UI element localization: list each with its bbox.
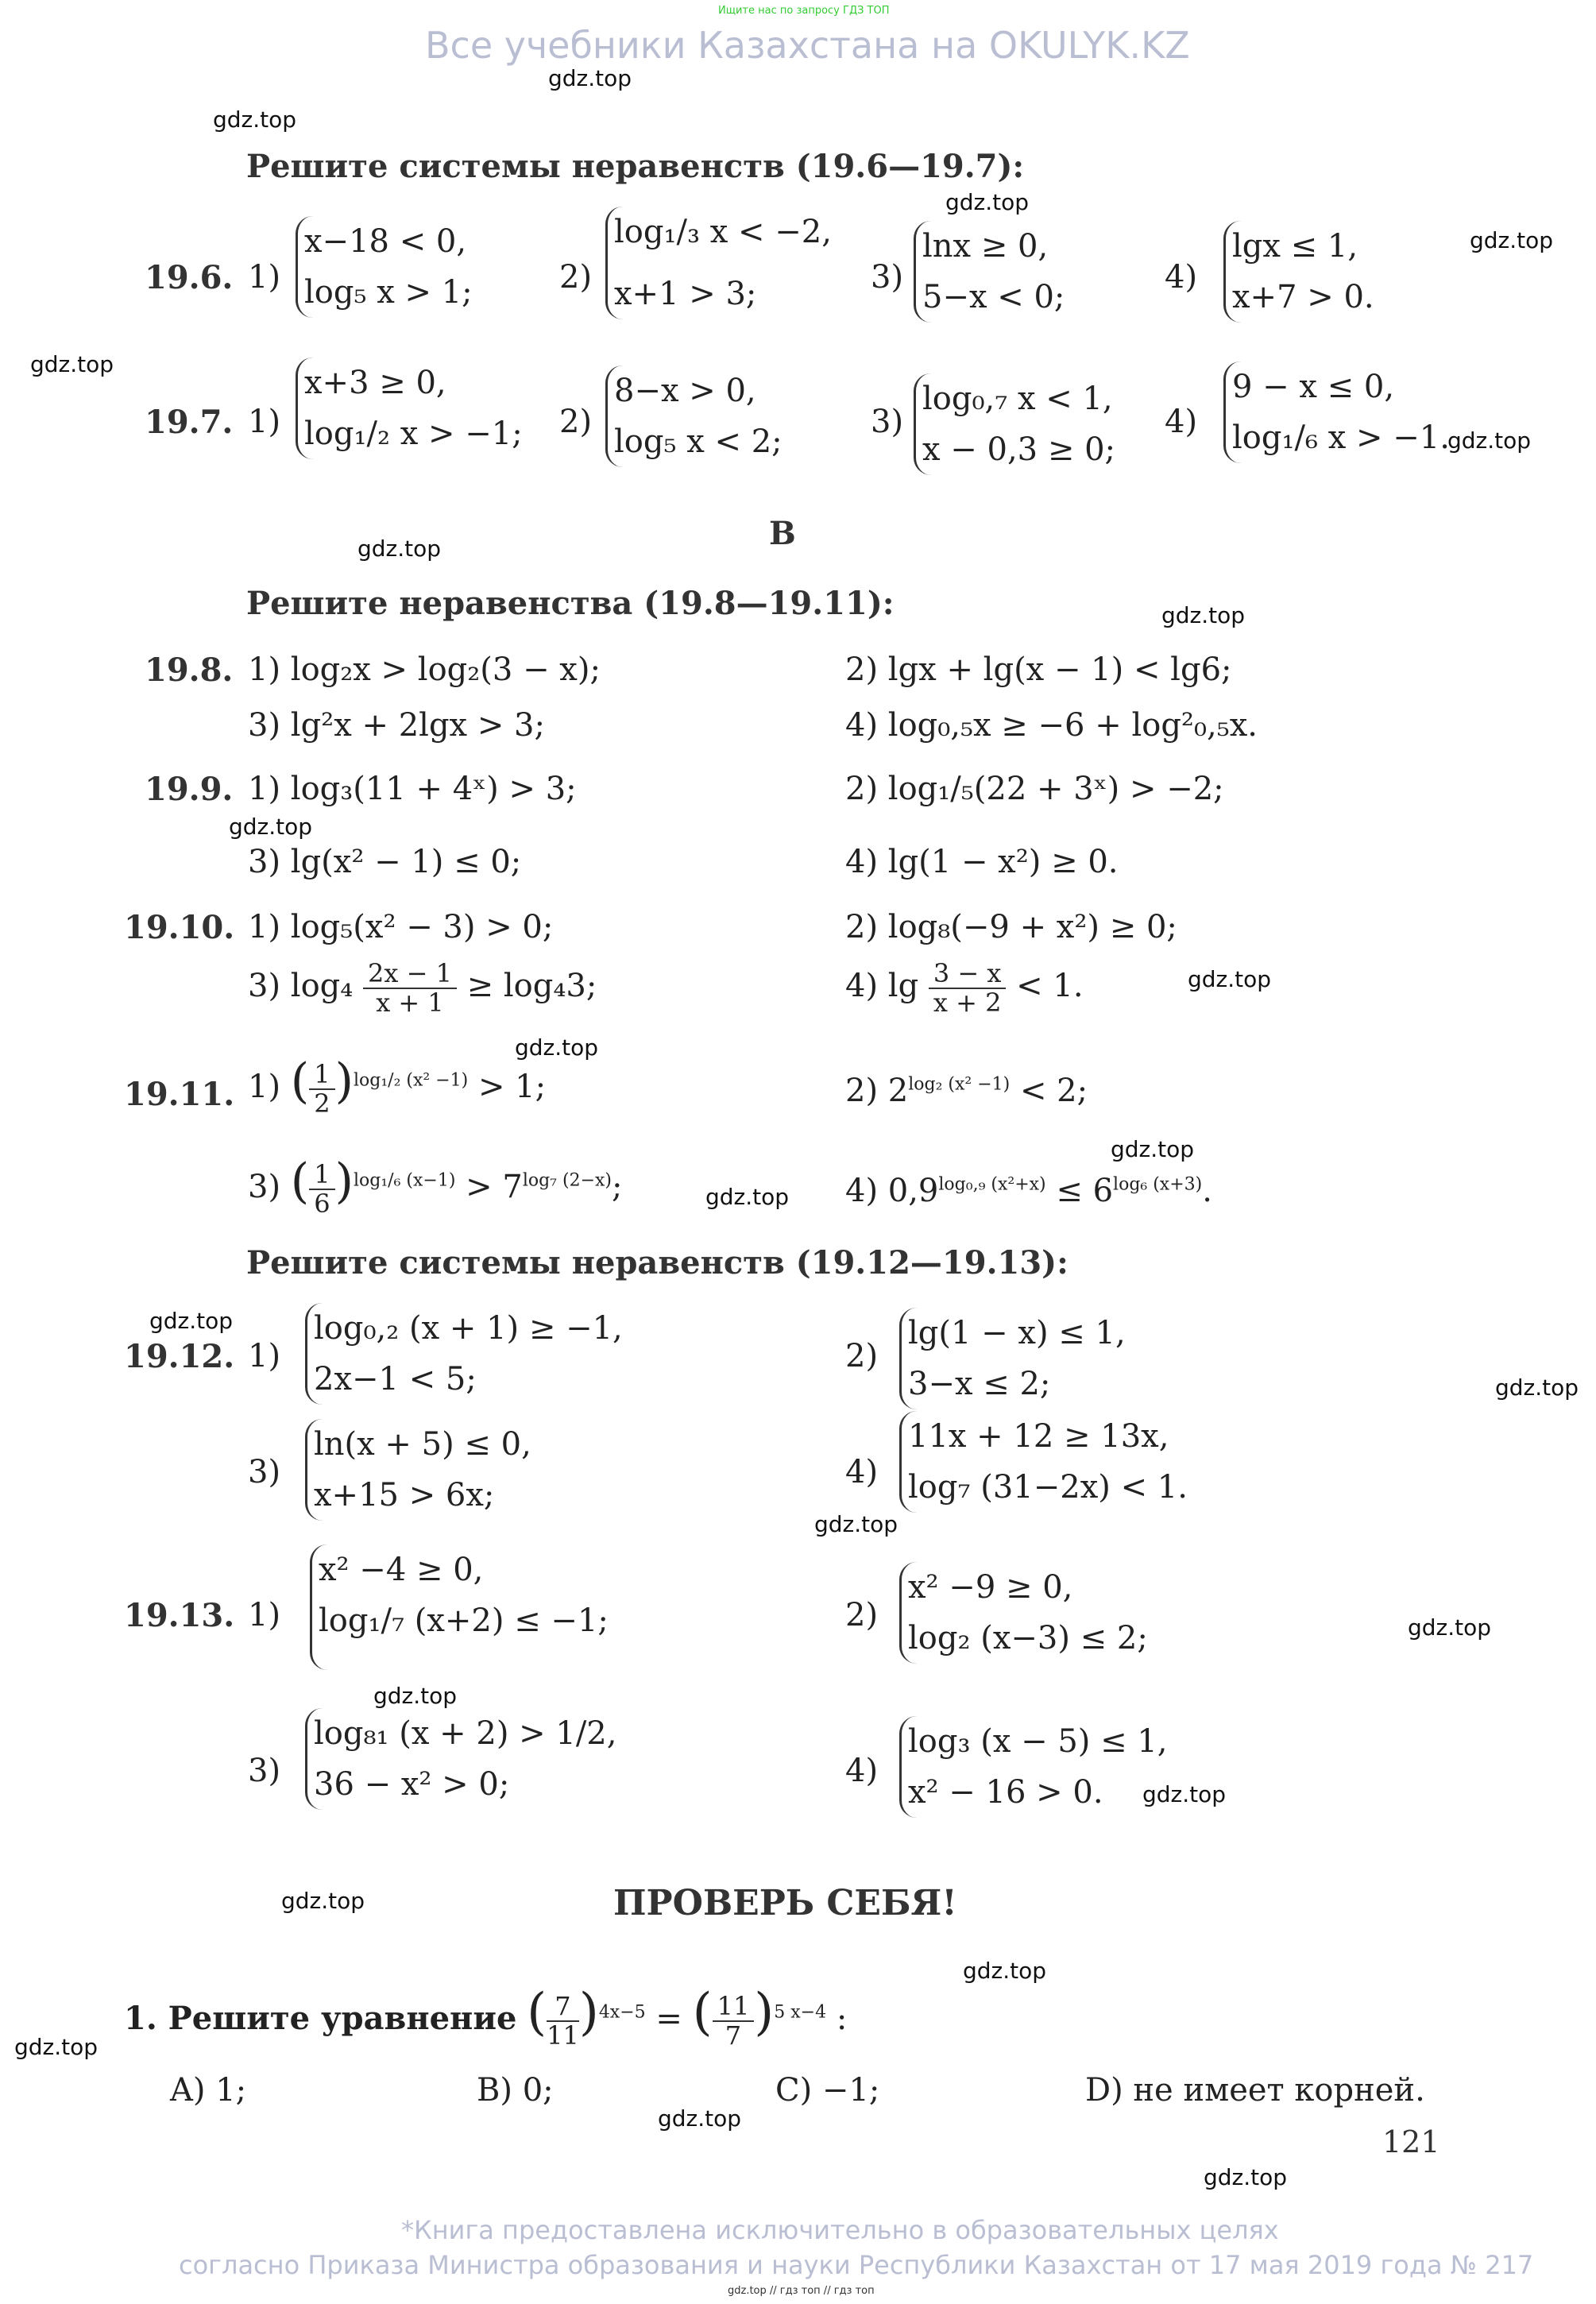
exponent: 5 x−4 [774,2002,827,2023]
problem-number: 19.10. [124,909,235,946]
exponent: log₂ (x² −1) [908,1074,1011,1095]
item-text: ≤ 6 [1056,1173,1114,1209]
item-label: 3) [248,1753,281,1789]
item-label: 2) [845,1338,879,1374]
system-line: 3−x ≤ 2; [908,1366,1051,1402]
problem-item: 1) log₂x > log₂(3 − x); [248,651,601,688]
item-label: 3) [248,1454,281,1490]
watermark: gdz.top [357,535,442,562]
task-heading: Решите системы неравенств (19.6—19.7): [246,148,1025,185]
item-label: 4) [845,1753,879,1789]
system-line: 9 − x ≤ 0, [1232,369,1395,405]
item-label: 3) [871,404,904,440]
footer-links[interactable]: gdz.top // гдз топ // гдз топ [728,2285,875,2297]
item-label: 4) [1165,259,1198,296]
inequality-system [899,1562,1148,1664]
item-label: 2) [559,404,593,440]
inequality-system [310,1544,609,1670]
watermark: gdz.top [1142,1781,1227,1807]
inequality-system [605,365,783,467]
system-line: 11x + 12 ≥ 13x, [908,1418,1169,1455]
item-label: 2) [845,1597,879,1633]
problem-item: 2) lgx + lg(x − 1) < lg6; [845,651,1232,688]
item-text: ≥ log₄3; [466,968,597,1005]
problem-item: 1) log₅(x² − 3) > 0; [248,909,554,945]
system-line: ln(x + 5) ≤ 0, [314,1426,531,1463]
system-line: x+7 > 0. [1232,279,1374,315]
watermark: gdz.top [229,814,313,840]
problem-item: 4) log₀,₅x ≥ −6 + log²₀,₅x. [845,707,1258,744]
item-label: 1) [248,1597,281,1633]
watermark: gdz.top [705,1184,790,1210]
check-yourself-title: ПРОВЕРЬ СЕБЯ! [613,1883,957,1923]
inequality-system [1223,361,1450,463]
fraction [363,960,457,1017]
item-text: 4) 0,9 [845,1173,939,1209]
inequality-system [899,1411,1188,1513]
system-line: 5−x < 0; [922,279,1065,315]
fraction-numerator: 3 − x [929,960,1007,989]
system-line: x − 0,3 ≥ 0; [922,431,1115,468]
system-line: x² − 16 > 0. [908,1774,1103,1811]
problem-item: 3) ( $\frac{1}{6}$ )$^{log_1/_6 (x-1)} > 7^{log_7 (2-x)}$; [248,1154,623,1219]
footer-line-2: согласно Приказа Министра образования и науки Республики Казахстан от 17 мая 2019 года № 217 [179,2250,1534,2280]
inequality-system [899,1308,1126,1409]
fraction-numerator: 7 [547,1993,579,2022]
item-text: 4) lg [845,968,919,1005]
problem-number: 19.11. [124,1076,235,1113]
problem-item: 3) lg²x + 2lgx > 3; [248,707,545,744]
watermark: gdz.top [149,1308,234,1334]
item-label: 4) [845,1454,879,1490]
watermark: gdz.top [1470,227,1554,253]
exponent: log₇ (2−x) [522,1170,612,1191]
watermark: gdz.top [373,1683,458,1709]
watermark: gdz.top [14,2034,99,2060]
header-site-title[interactable]: Все учебники Казахстана на OKULYK.KZ [425,24,1190,67]
problem-number: 19.9. [145,771,234,808]
exponent: 4x−5 [598,2002,646,2023]
exponent: log₁/₂ (x² −1) [353,1070,469,1091]
system-line: log₅ x < 2; [614,423,783,460]
item-text: 3) log₄ [248,968,354,1005]
system-line: log₀,₇ x < 1, [922,381,1113,417]
answer-option-d[interactable]: D) не имеет корней. [1085,2072,1425,2109]
fraction-numerator: 1 [309,1061,334,1090]
system-line: 8−x > 0, [614,373,756,409]
problem-number: 19.12. [124,1338,235,1375]
fraction [929,960,1007,1017]
system-line: lgx ≤ 1, [1232,228,1358,265]
fraction-numerator: 11 [713,1993,755,2022]
system-line: 2x−1 < 5; [314,1361,477,1397]
item-text: > 7 [466,1169,523,1205]
inequality-system [914,373,1115,475]
problem-item [845,960,1084,1017]
exponent: log₀,₉ (x²+x) [938,1174,1046,1195]
equals-sign: = [655,2001,682,2037]
item-text: . [1202,1173,1212,1209]
inequality-system [296,216,473,318]
watermark: gdz.top [1447,427,1532,454]
system-line: log₁/₇ (x+2) ≤ −1; [319,1602,609,1639]
section-label: B [769,515,796,552]
answer-option-b[interactable]: B) 0; [477,2072,554,2109]
inequality-system [305,1303,623,1405]
watermark: gdz.top [945,189,1030,215]
header-promo: Ищите нас по запросу ГДЗ ТОП [718,5,890,17]
problem-item: 1) ( $\frac{1}{2}$ )$^{log_1/_2 (x^2 -1)}$ > 1; [248,1053,547,1119]
fraction-numerator: 2x − 1 [363,960,457,989]
problem-item [248,960,597,1017]
system-line: log₀,₂ (x + 1) ≥ −1, [314,1310,623,1347]
inequality-system [305,1419,531,1521]
problem-item [845,1073,1088,1109]
watermark: gdz.top [963,1958,1047,1984]
system-line: x+15 > 6x; [314,1477,495,1513]
system-line: log₁/₃ x < −2, [614,214,832,250]
answer-option-c[interactable]: C) −1; [775,2072,880,2109]
fraction-numerator: 1 [309,1161,334,1190]
watermark: gdz.top [213,106,297,133]
system-line: 36 − x² > 0; [314,1766,510,1803]
item-label: 1) [248,259,281,296]
fraction-denominator: 2 [314,1088,330,1119]
answer-option-a[interactable]: A) 1; [170,2072,247,2109]
system-line: log₃ (x − 5) ≤ 1, [908,1723,1168,1760]
item-text: > 1; [477,1069,547,1105]
watermark: gdz.top [658,2105,742,2132]
item-label: 1) [248,1069,281,1105]
watermark: gdz.top [1495,1374,1579,1401]
question-text: 1. Решите уравнение [124,2000,517,2037]
problem-number: 19.13. [124,1597,235,1634]
watermark: gdz.top [1111,1136,1195,1162]
footer-line-1: *Книга предоставлена исключительно в образовательных целях [401,2215,1279,2245]
watermark: gdz.top [548,65,632,91]
watermark: gdz.top [1204,2164,1288,2190]
system-line: x² −4 ≥ 0, [319,1552,484,1588]
system-line: lg(1 − x) ≤ 1, [908,1315,1126,1351]
system-line: lnx ≥ 0, [922,228,1049,265]
system-line: log₂ (x−3) ≤ 2; [908,1620,1148,1656]
system-line: x² −9 ≥ 0, [908,1569,1073,1606]
fraction [547,1990,579,2051]
item-label: 3) [248,1169,281,1205]
item-label: 2) [559,259,593,296]
problem-number: 19.7. [145,404,234,441]
system-line: log₈₁ (x + 2) > 1/2, [314,1715,617,1752]
system-line: log₁/₂ x > −1; [304,416,523,452]
item-text: < 1. [1016,968,1084,1005]
system-line: x+3 ≥ 0, [304,365,446,401]
inequality-system [605,207,832,319]
system-line: x+1 > 3; [614,276,757,312]
fraction-denominator: x + 1 [376,988,444,1019]
inequality-system [1223,221,1374,323]
item-label: 3) [871,259,904,296]
watermark: gdz.top [1161,602,1246,628]
system-line: log₅ x > 1; [304,274,473,311]
fraction [309,1058,334,1119]
problem-item: 1) log₃(11 + 4ˣ) > 3; [248,771,577,807]
problem-item: 2) log₁/₅(22 + 3ˣ) > −2; [845,771,1224,807]
exponent: log₁/₆ (x−1) [353,1170,456,1191]
problem-item [845,1173,1212,1209]
fraction [309,1158,334,1219]
problem-item: 3) lg(x² − 1) ≤ 0; [248,844,522,880]
task-heading: Решите системы неравенств (19.12—19.13): [246,1244,1069,1282]
fraction-denominator: 11 [547,2020,579,2051]
watermark: gdz.top [30,351,114,377]
system-line: log₇ (31−2x) < 1. [908,1469,1188,1506]
watermark: gdz.top [515,1034,599,1061]
fraction-denominator: 6 [314,1189,330,1219]
watermark: gdz.top [814,1511,898,1537]
system-line: log₁/₆ x > −1. [1232,419,1450,456]
task-heading: Решите неравенства (19.8—19.11): [246,585,895,622]
question-text: : [836,2001,848,2037]
item-label: 4) [1165,404,1198,440]
problem-item: 4) lg(1 − x²) ≥ 0. [845,844,1119,880]
fraction-denominator: x + 2 [933,988,1002,1019]
inequality-system [914,221,1065,323]
fraction [713,1990,755,2051]
watermark: gdz.top [281,1888,365,1914]
system-line: x−18 < 0, [304,223,467,260]
item-label: 1) [248,1338,281,1374]
item-text: < 2; [1019,1073,1088,1109]
exponent: log₆ (x+3) [1113,1174,1203,1195]
watermark: gdz.top [1188,966,1272,992]
problem-number: 19.6. [145,259,234,296]
watermark: gdz.top [1408,1614,1492,1641]
problem-number: 19.8. [145,651,234,689]
inequality-system [305,1708,616,1810]
item-text: 2) 2 [845,1073,909,1109]
fraction-denominator: 7 [725,2020,742,2051]
item-label: 1) [248,404,281,440]
question-1: 1. Решите уравнение ( $\frac{7}{11}$ )$^{4x-5}$ = ( $\frac{11}{7}$ )$^{5 x-4}$ : [124,1983,848,2051]
page-number: 121 [1382,2124,1440,2159]
inequality-system [296,358,523,459]
item-text: ; [612,1169,623,1205]
problem-item: 2) log₈(−9 + x²) ≥ 0; [845,909,1177,945]
inequality-system [899,1716,1168,1818]
